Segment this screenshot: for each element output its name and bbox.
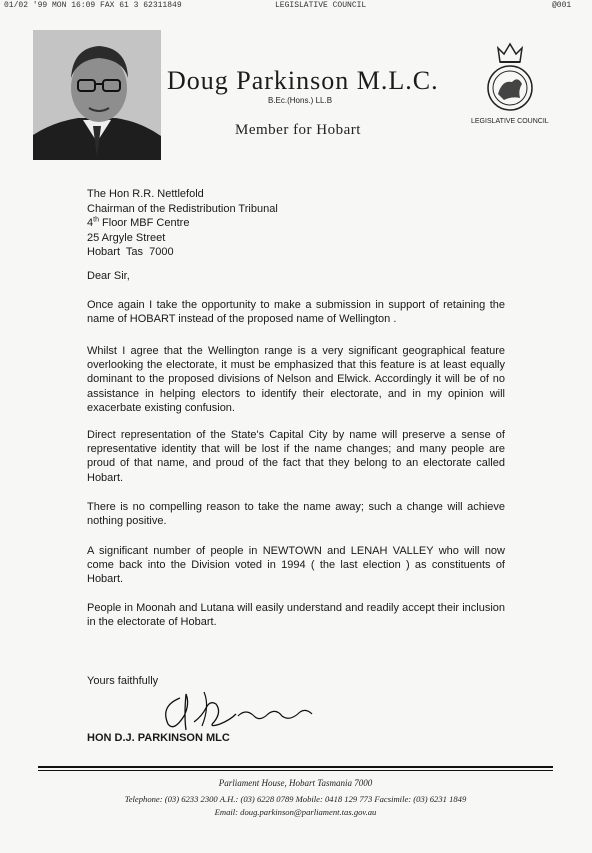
recipient-address (87, 187, 278, 260)
fax-date-time: 01/02 '99 MON 16:09 FAX 61 3 62311849 (4, 1, 182, 10)
footer-divider-thin (38, 770, 553, 771)
footer-address: Parliament House, Hobart Tasmania 7000 (218, 778, 373, 788)
signature (150, 686, 320, 736)
portrait-photo (33, 30, 161, 160)
recipient-title: Chairman of the Redistribution Tribunal (87, 202, 278, 215)
legislative-council-label: LEGISLATIVE COUNCIL (471, 118, 549, 125)
fax-header (0, 0, 592, 12)
recipient-city: Hobart Tas 7000 (87, 246, 174, 258)
salutation: Dear Sir, (87, 270, 130, 282)
footer-contacts: Telephone: (03) 6233 2300 A.H.: (03) 6228 0789 Mobile: 0418 129 773 Facsimile: (03) 6231 1849 (124, 794, 467, 804)
recipient-street: 25 Argyle Street (87, 231, 166, 244)
paragraph-1: Once again I take the opportunity to make a submission in support of retaining the name of HOBART instead of the proposed name of Wellington . (87, 299, 505, 326)
paragraph-2: Whilst I agree that the Wellington range is a very significant geographical feature overlooking the electorate, it must be emphasized that this feature is at least equally dominant to the proposed divisions of Nelson and Elwick. Accordingly it will be of no assistance in helping electors to identify their electorate, and in my opinion will exacerbate existing confusion. (87, 345, 505, 414)
footer-divider (38, 766, 553, 768)
recipient-floor: 4th Floor MBF Centre (87, 216, 190, 229)
letterhead-name: Doug Parkinson M.L.C. (167, 66, 439, 95)
footer-email: Email: doug.parkinson@parliament.tas.gov.au (214, 807, 377, 817)
paragraph-4: There is no compelling reason to take the name away; such a change will achieve nothing positive. (87, 501, 505, 528)
paragraph-6: People in Moonah and Lutana will easily understand and readily accept their inclusion in the electorate of Hobart. (87, 602, 505, 629)
paragraph-5: A significant number of people in NEWTOWN and LENAH VALLEY who will now come back into the Division voted in 1994 ( the last election ) as constituents of Hobart. (87, 545, 505, 586)
letterhead-member: Member for Hobart (235, 122, 361, 138)
fax-page: @001 (552, 1, 572, 10)
crest-icon (484, 40, 536, 116)
letterhead-degrees: B.Ec.(Hons.) LL.B (268, 96, 333, 105)
recipient-name: The Hon R.R. Nettlefold (87, 188, 204, 200)
signatory-name: HON D.J. PARKINSON MLC (87, 732, 230, 744)
closing: Yours faithfully (87, 675, 159, 687)
fax-sender: LEGISLATIVE COUNCIL (275, 1, 367, 10)
paragraph-3: Direct representation of the State's Capital City by name will preserve a sense of representative identity that will be lost if the name changes; and many people are proud of that name, and proud of the fact that they belong to an electorate called Hobart. (87, 429, 505, 484)
